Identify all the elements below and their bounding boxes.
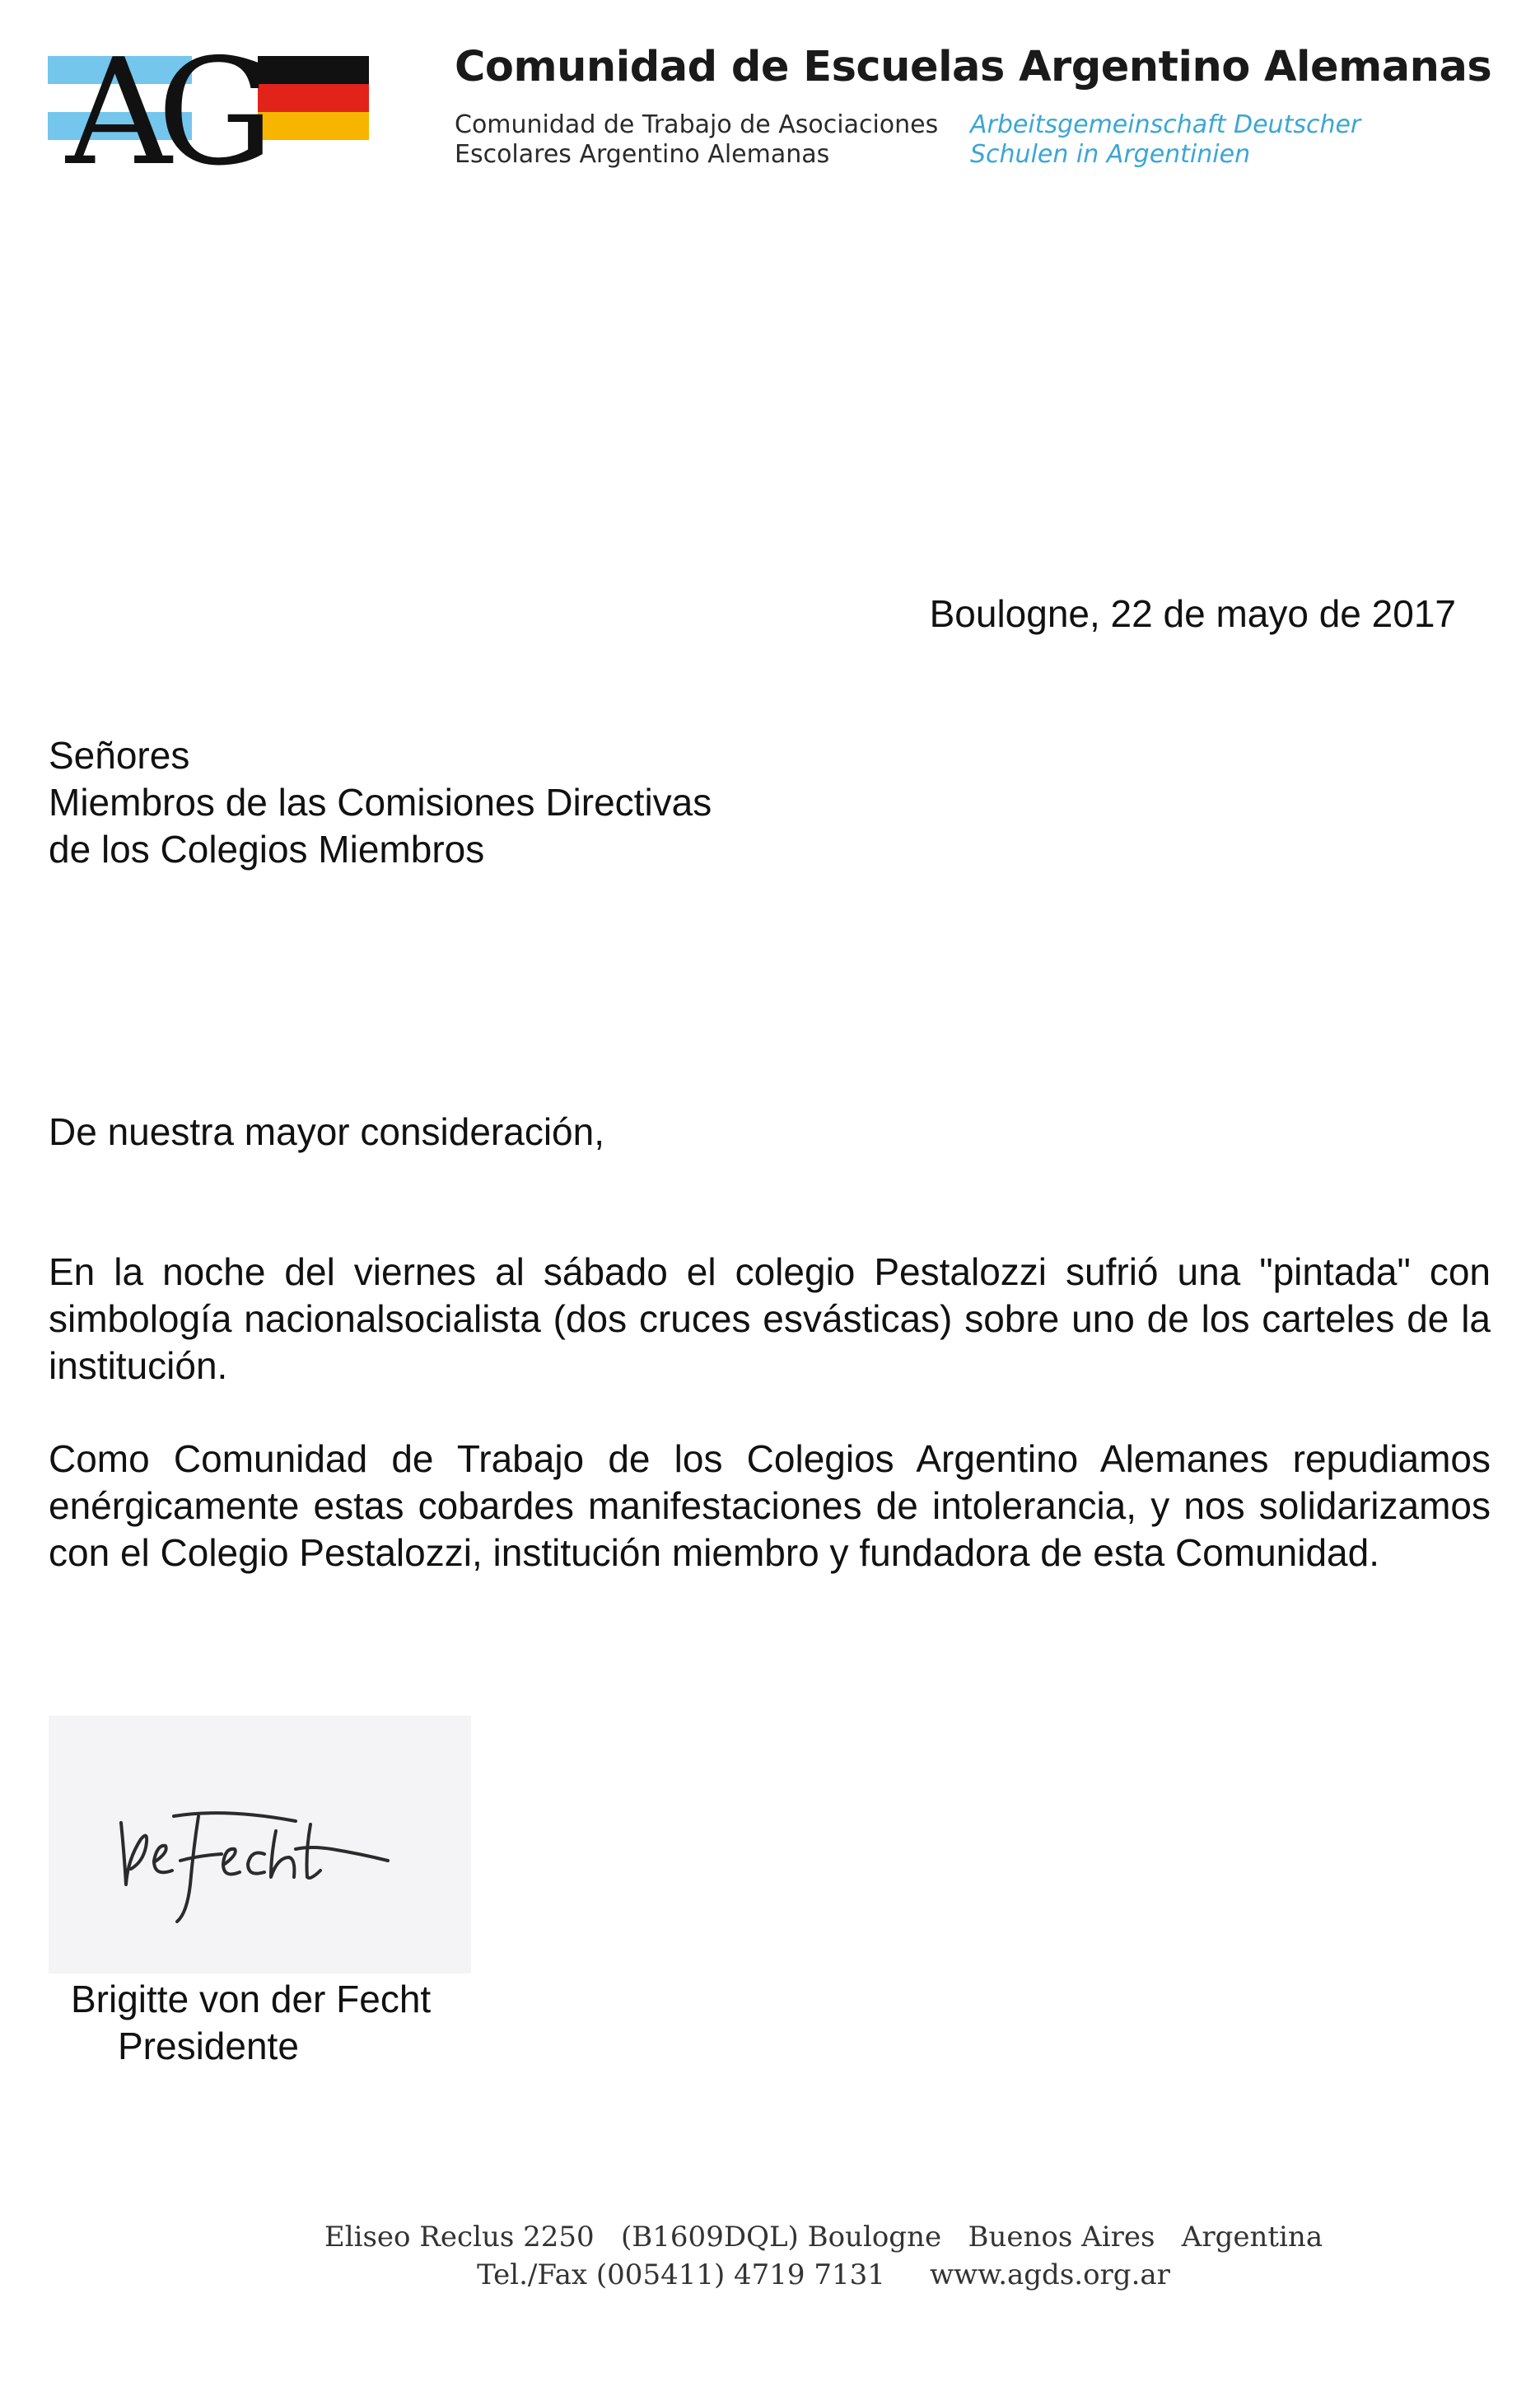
org-subtitle-spanish <box>455 110 938 170</box>
org-subtitle-german-line1: Arbeitsgemeinschaft Deutscher <box>970 110 1361 139</box>
org-name: Comunidad de Escuelas Argentino Alemanas <box>455 43 1492 91</box>
signer-name: Brigitte von der Fecht <box>71 1978 432 2020</box>
paragraph-incident: En la noche del viernes al sábado el colegio Pestalozzi sufrió una "pintada" con simbología nacionalsocialista (dos cruces esvásticas) sobre uno de los carteles de la institución. <box>49 1250 1491 1387</box>
signature-image <box>49 1716 471 1973</box>
recipient-line: Miembros de las Comisiones Directivas <box>49 781 712 824</box>
ag-logo <box>48 49 369 173</box>
org-subtitle-spanish-line1: Comunidad de Trabajo de Asociaciones <box>455 110 939 139</box>
recipient-block <box>49 732 712 873</box>
paragraph-statement: Como Comunidad de Trabajo de los Colegios Argentino Alemanes repudiamos enérgicamente estas cobardes manifestaciones de intolerancia, y nos solidarizamos con el Colegio Pestalozzi, institución miembro y fundadora de esta Comunidad. <box>49 1437 1491 1574</box>
letterhead <box>0 0 1540 189</box>
org-subtitle-german-line2: Schulen in Argentinien <box>970 140 1251 169</box>
footer-address: Eliseo Reclus 2250 (B1609DQL) Boulogne Buenos Aires Argentina <box>324 2221 1323 2254</box>
recipient-line: de los Colegios Miembros <box>49 828 485 871</box>
greeting: De nuestra mayor consideración, <box>49 1110 604 1153</box>
footer <box>0 2218 1540 2294</box>
signer-role: Presidente <box>118 2025 299 2067</box>
org-subtitle-german <box>970 110 1360 170</box>
letter-date: Boulogne, 22 de mayo de 2017 <box>929 592 1456 635</box>
org-subtitle-spanish-line2: Escolares Argentino Alemanas <box>455 140 830 169</box>
footer-contact: Tel./Fax (005411) 4719 7131 www.agds.org.ar <box>477 2258 1170 2291</box>
signer-block <box>71 1976 431 2070</box>
logo-text: AG <box>66 49 259 173</box>
handwritten-signature <box>49 1716 471 1973</box>
recipient-line: Señores <box>49 734 190 777</box>
